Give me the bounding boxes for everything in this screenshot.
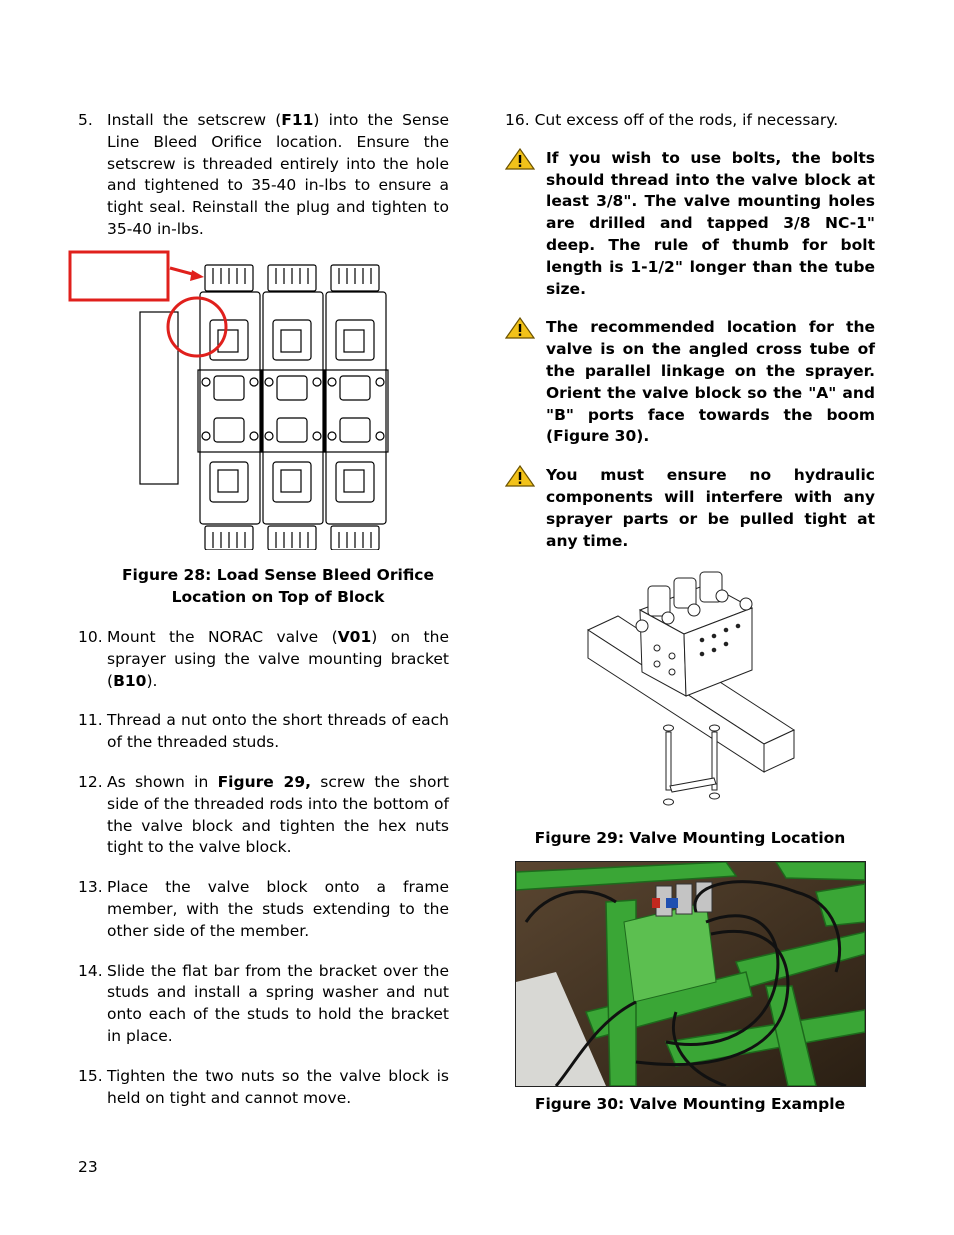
step-text: Tighten the two nuts so the valve block is held on tight and cannot move. [107,1066,449,1107]
page-number: 23 [78,1158,98,1176]
step-10 [78,627,449,692]
step-text: Thread a nut onto the short threads of each of the threaded studs. [107,711,449,752]
step-number: 5. [78,111,93,129]
figure-28-caption [78,565,478,609]
step-number: 16. [505,111,530,129]
part-code: V01 [337,628,372,646]
figure-29-caption: Figure 29: Valve Mounting Location [534,829,846,847]
step-number: 15. [78,1066,103,1085]
warning-3 [505,465,875,552]
warning-triangle-icon [505,465,535,487]
warning-text: You must ensure no hydraulic components will interfere with any sprayer parts or be pulled tight at any time. [546,466,875,550]
step-number: 11. [78,711,103,730]
step-13 [78,877,449,942]
step-number: 12. [78,772,103,791]
step-12 [78,772,449,859]
step-text: Slide the flat bar from the bracket over the studs and install a spring washer and nut onto each of the studs to hold the bracket in place. [107,961,449,1045]
part-code: B10 [113,671,147,690]
step-text: Cut excess off of the rods, if necessary. [534,111,839,129]
warning-text: If you wish to use bolts, the bolts should thread into the valve block at least 3/8". The valve mounting holes are drilled and tapped 3/8 NC-1" deep. The rule of thumb for bolt length is 1-1/2" longer than the tube size. [546,148,875,298]
warning-1 [505,148,875,301]
step-text: Place the valve block onto a frame member, with the studs extending to the other side of the member. [107,878,449,940]
figure-30-caption: Figure 30: Valve Mounting Example [534,1095,846,1113]
step-text: Install the setscrew (F11) into the Sense Line Bleed Orifice location. Ensure the setscrew is threaded entirely into the hole and tightened to 35-40 in-lbs to ensure a tight seal. Reinstall the plug and tighten to 35-40 in-lbs. [107,111,449,238]
figure-28-drawing [68,250,448,550]
warning-triangle-icon [505,148,535,170]
step-text: As shown in Figure 29, screw the short side of the threaded rods into the bottom of the valve block and tighten the hex nuts tight to the valve block. [107,772,449,857]
step-16 [505,110,875,132]
left-column-lower [78,627,449,1109]
figure-30-photo [515,861,866,1087]
left-column [78,110,449,241]
part-code: F11 [281,111,314,129]
step-5 [78,110,449,241]
right-column [505,110,875,552]
step-text: Mount the NORAC valve (V01) on the sprayer using the valve mounting bracket (B10). [107,628,449,690]
figure-29-drawing [582,568,802,818]
caption-line: Figure 28: Load Sense Bleed Orifice [121,566,435,584]
figure-reference: Figure 29, [217,772,311,791]
warning-text: The recommended location for the valve is on the angled cross tube of the parallel linkage on the sprayer. Orient the valve block so the "A" and "B" ports face towards the boom (Figure 30). [546,318,875,446]
step-number: 13. [78,878,103,897]
step-number: 14. [78,961,103,980]
red-callout-box [70,252,168,300]
step-11 [78,710,449,754]
warning-2 [505,317,875,448]
step-15 [78,1066,449,1110]
red-callout-circle [168,298,226,356]
valve-mounting-photo [516,862,865,1086]
warning-triangle-icon [505,317,535,339]
step-number: 10. [78,628,103,646]
step-14 [78,961,449,1048]
caption-line: Location on Top of Block [171,587,385,606]
